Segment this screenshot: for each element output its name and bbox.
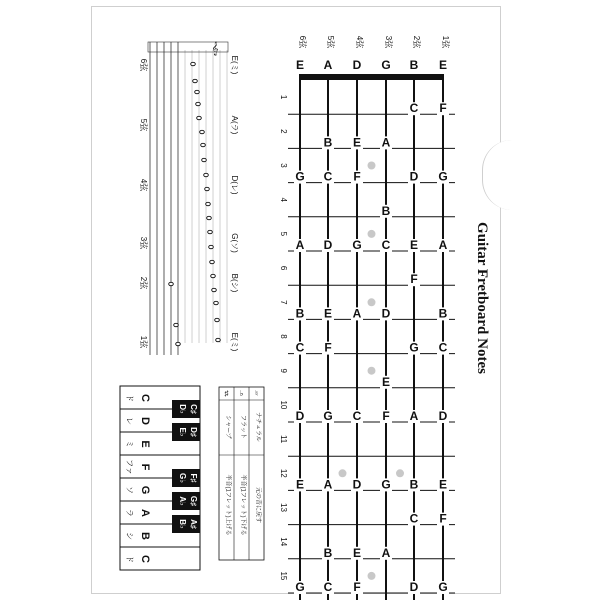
- string-number-label: 4弦: [355, 35, 364, 49]
- fret-note: D: [323, 238, 333, 252]
- note-head: [205, 187, 210, 190]
- note-head: [176, 342, 181, 345]
- open-string-note: G: [381, 58, 391, 72]
- note-head: [207, 216, 212, 219]
- black-key: [172, 400, 200, 418]
- fret-number: 12: [279, 468, 288, 478]
- open-string-note: E: [438, 58, 448, 72]
- black-key-flat: D♭: [178, 404, 187, 414]
- staff-string-label: 4弦: [139, 178, 148, 192]
- fret-note: E: [438, 477, 448, 492]
- open-string-note: D: [352, 58, 362, 72]
- white-key-solfege: ラ: [125, 509, 134, 517]
- black-key-flat: B♭: [178, 519, 187, 529]
- position-marker: [368, 162, 376, 170]
- open-string-note: B: [409, 58, 419, 72]
- fret-note: B: [295, 306, 305, 321]
- staff-open-note-label: G(ソ): [230, 233, 239, 253]
- fret-note: F: [439, 511, 447, 526]
- white-key-solfege: ミ: [125, 440, 134, 448]
- fret-note: G: [381, 477, 391, 492]
- black-key-sharp: A♯: [189, 519, 198, 529]
- fret-note: G: [295, 580, 305, 594]
- note-head: [169, 282, 174, 285]
- accidental-name: シャープ: [224, 415, 231, 439]
- black-key-sharp: C♯: [189, 404, 198, 414]
- nut: [299, 74, 444, 80]
- fret-note: A: [381, 135, 391, 150]
- staff-string-label: 5弦: [139, 118, 148, 132]
- fret-number: 1: [279, 94, 288, 100]
- fret-note: D: [352, 477, 362, 492]
- note-head: [211, 274, 216, 277]
- note-head: [191, 62, 196, 65]
- black-key-flat: A♭: [178, 496, 187, 506]
- accidental-description: 元の音に戻す: [254, 486, 261, 524]
- note-head: [174, 323, 179, 326]
- fret-note: C: [409, 511, 419, 526]
- fret-note: B: [438, 306, 448, 321]
- black-key: [172, 515, 200, 533]
- black-key: [172, 423, 200, 441]
- fret-number: 5: [279, 231, 288, 237]
- fret-number: 13: [279, 503, 288, 512]
- fretboard: [279, 36, 455, 600]
- white-key-note: C: [139, 394, 151, 402]
- white-key-note: G: [139, 485, 151, 495]
- fret-note: F: [439, 101, 447, 116]
- fret-number: 8: [279, 334, 288, 339]
- fret-note: D: [409, 580, 419, 594]
- fret-number: 4: [279, 197, 288, 202]
- position-marker: [339, 469, 347, 477]
- fret-note: C: [323, 580, 333, 594]
- string-number-label: 5弦: [326, 35, 335, 49]
- accidental-symbol: ♮: [255, 389, 258, 398]
- position-marker: [368, 230, 376, 238]
- accidental-table: [219, 387, 264, 560]
- fret-note: A: [352, 306, 362, 321]
- fret-note: F: [353, 580, 361, 594]
- fret-note: A: [381, 545, 391, 560]
- fret-note: E: [352, 545, 362, 560]
- white-key-note: D: [139, 417, 151, 425]
- open-string-note: E: [295, 58, 305, 72]
- fret-note: A: [409, 409, 419, 423]
- white-key-note: B: [139, 532, 151, 540]
- white-key-note: E: [139, 440, 151, 448]
- position-marker: [368, 298, 376, 306]
- white-key-note: C: [139, 555, 151, 563]
- staff-open-note-label: A(ラ): [230, 115, 239, 135]
- fret-note: F: [353, 169, 361, 184]
- black-key-sharp: F♯: [189, 473, 198, 483]
- note-head: [195, 90, 200, 93]
- white-key-solfege: ソ: [125, 486, 134, 494]
- fret-number: 11: [279, 434, 288, 444]
- accidental-symbol: ♯: [224, 389, 229, 398]
- note-head: [214, 301, 219, 304]
- black-key: [172, 492, 200, 510]
- fret-number: 15: [279, 571, 288, 581]
- fret-note: B: [381, 203, 391, 218]
- note-head: [201, 143, 206, 146]
- fret-note: F: [382, 409, 390, 423]
- fret-note: E: [295, 477, 305, 492]
- black-key-sharp: G♯: [189, 495, 198, 507]
- fret-number: 9: [279, 368, 288, 373]
- note-head: [193, 79, 198, 82]
- fret-note: G: [409, 340, 419, 355]
- fret-note: F: [324, 340, 332, 355]
- note-head: [202, 158, 207, 161]
- staff-open-note-label: B(シ): [230, 273, 239, 293]
- fret-note: C: [295, 340, 305, 355]
- white-key-solfege: ファ: [125, 459, 134, 475]
- note-head: [206, 202, 211, 205]
- staff-open-note-label: E(ミ): [230, 55, 239, 75]
- staff-area: [147, 42, 235, 355]
- black-key: [172, 469, 200, 487]
- fret-note: G: [352, 238, 362, 252]
- black-key-flat: G♭: [178, 473, 187, 483]
- staff-open-note-label: E(ミ): [230, 332, 239, 352]
- white-key-note: F: [139, 463, 151, 471]
- fret-note: A: [295, 238, 305, 252]
- fret-note: C: [381, 238, 391, 252]
- fret-note: A: [323, 477, 333, 492]
- fret-note: C: [438, 340, 448, 355]
- white-key-solfege: ド: [125, 394, 134, 402]
- fret-note: B: [323, 135, 333, 150]
- accidental-name: ナチュラル: [254, 412, 261, 442]
- black-key-flat: E♭: [178, 427, 187, 437]
- position-marker: [368, 572, 376, 580]
- note-head: [208, 230, 213, 233]
- fret-note: D: [438, 409, 448, 423]
- staff-string-label: 3弦: [139, 236, 148, 250]
- note-head: [200, 130, 205, 133]
- fret-number: 6: [279, 265, 288, 271]
- black-key-sharp: D♯: [189, 427, 198, 437]
- fret-number: 3: [279, 163, 288, 168]
- note-head: [216, 338, 221, 341]
- note-head: [196, 102, 201, 105]
- accidental-description: 半音(1フレット)下げる: [239, 474, 246, 536]
- fret-note: C: [352, 409, 362, 423]
- position-marker: [396, 469, 404, 477]
- white-key-solfege: ド: [125, 555, 134, 563]
- accidental-name: フラット: [239, 415, 246, 439]
- staff-notation: [139, 41, 239, 355]
- fret-note: D: [295, 409, 305, 423]
- fret-number: 10: [279, 400, 288, 410]
- fret-note: B: [409, 477, 419, 492]
- fret-note: G: [438, 580, 448, 594]
- fret-note: E: [323, 306, 333, 321]
- open-string-note: A: [323, 58, 333, 72]
- fret-note: F: [410, 272, 418, 287]
- note-head: [212, 288, 217, 291]
- string-number-label: 6弦: [298, 35, 307, 49]
- staff-string-label: 1弦: [139, 335, 148, 349]
- fret-note: G: [438, 169, 448, 184]
- fret-note: G: [323, 409, 333, 423]
- position-marker: [368, 367, 376, 375]
- note-head: [204, 173, 209, 176]
- fret-note: D: [409, 169, 419, 184]
- fret-number: 14: [279, 537, 288, 547]
- piano-keyboard: [120, 386, 200, 570]
- white-key-note: A: [139, 509, 151, 517]
- note-head: [197, 116, 202, 119]
- fret-note: B: [323, 545, 333, 560]
- staff-open-note-label: D(レ): [230, 175, 239, 195]
- fret-number: 7: [279, 300, 288, 305]
- fret-note: E: [409, 238, 419, 252]
- string-number-label: 2弦: [412, 35, 421, 49]
- note-head: [215, 318, 220, 321]
- fret-number: 2: [279, 129, 288, 134]
- accidental-description: 半音(1フレット)上げる: [224, 474, 231, 536]
- staff-string-label: 2弦: [139, 276, 148, 290]
- note-head: [210, 260, 215, 263]
- white-key-solfege: レ: [125, 417, 134, 425]
- white-key-solfege: シ: [125, 532, 134, 540]
- fret-note: A: [438, 238, 448, 252]
- treble-clef-icon: 𝄞: [211, 41, 219, 55]
- accidental-symbol: ♭: [239, 389, 244, 398]
- fret-note: C: [323, 169, 333, 184]
- fret-note: G: [295, 169, 305, 184]
- string-number-label: 3弦: [384, 35, 393, 49]
- note-head: [209, 245, 214, 248]
- fret-note: E: [381, 374, 391, 389]
- staff-string-label: 6弦: [139, 58, 148, 72]
- chart-title: Guitar Fretboard Notes: [474, 222, 490, 374]
- fret-note: E: [352, 135, 362, 150]
- fret-note: D: [381, 306, 391, 321]
- string-number-label: 1弦: [441, 35, 450, 49]
- fret-note: C: [409, 101, 419, 116]
